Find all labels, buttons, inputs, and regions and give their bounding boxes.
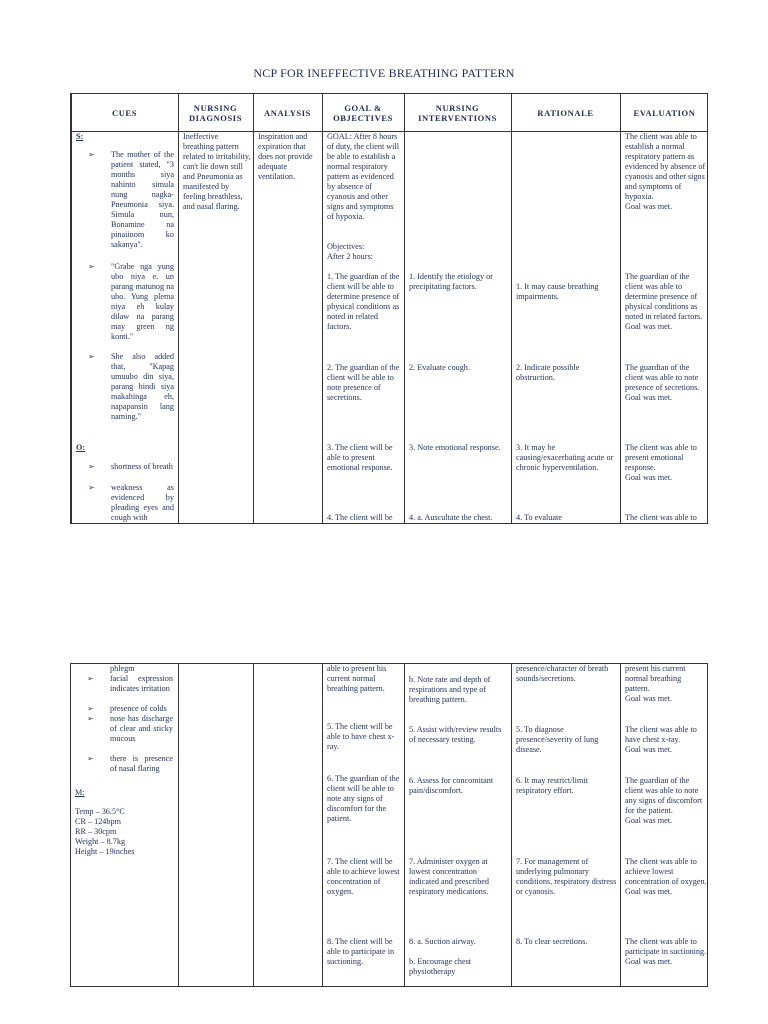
interventions-column bbox=[404, 94, 512, 523]
header-analysis: ANALYSIS bbox=[263, 107, 311, 118]
intervention-item: b. Note rate and depth of respirations and type of breathing pattern. bbox=[409, 675, 491, 704]
rationale-item: 3. It may be causing/exacerbating acute or chronic hyperventilation. bbox=[516, 443, 614, 472]
intervention-item: 5. Assist with/review results of necessary testing. bbox=[409, 725, 502, 744]
goal-met-text: Goal was met. bbox=[625, 322, 673, 331]
evaluation-column bbox=[620, 94, 710, 523]
cues-column bbox=[71, 94, 179, 523]
cue-item: facial expression indicates irritation bbox=[110, 674, 173, 693]
bullet-arrow-icon: ➢ bbox=[88, 352, 95, 361]
objective-item: 4. The client will be bbox=[327, 513, 393, 522]
evaluation-item bbox=[625, 857, 707, 897]
vital-height: Height – 19inches bbox=[75, 847, 135, 856]
cue-item: weakness as evidenced by pleading eyes and cough with bbox=[111, 483, 174, 522]
evaluation-text: The guardian of the client was able to determine presence of physical conditions as noted in related factors. bbox=[625, 272, 703, 321]
bullet-arrow-icon: ➢ bbox=[88, 262, 95, 271]
goal-met-text: Goal was met. bbox=[625, 393, 673, 402]
vital-temp: Temp – 36.5°C bbox=[75, 807, 125, 816]
evaluation-item: The client was able to bbox=[625, 513, 697, 522]
evaluation-text: The client was able to establish a normal respiratory pattern as evidenced by absence of cyanosis and other signs and symptoms of hypoxia. bbox=[625, 132, 706, 201]
goal-met-text: Goal was met. bbox=[625, 473, 673, 482]
diagnosis-column bbox=[178, 664, 254, 986]
rationale-item: 5. To diagnose presence/severity of lung disease. bbox=[516, 725, 599, 754]
objective-item: 2. The guardian of the client will be able to note presence of secretions. bbox=[327, 363, 400, 402]
bullet-arrow-icon: ➢ bbox=[88, 462, 95, 471]
header-cues: CUES bbox=[111, 107, 138, 118]
evaluation-text: The guardian of the client was able to note presence of secretions. bbox=[625, 363, 700, 392]
cue-item-continued: phlegm bbox=[110, 664, 135, 673]
intervention-item: 8. a. Suction airway. bbox=[409, 937, 476, 946]
page-title: NCP FOR INEFFECTIVE BREATHING PATTERN bbox=[253, 66, 515, 80]
rationale-column bbox=[511, 94, 621, 523]
evaluation-item bbox=[625, 937, 707, 967]
evaluation-item bbox=[625, 443, 707, 483]
cue-item: presence of colds bbox=[110, 704, 167, 713]
goal-met-text: Goal was met. bbox=[625, 816, 673, 825]
evaluation-text: The guardian of the client was able to note any signs of discomfort for the patient. bbox=[625, 776, 703, 815]
bullet-arrow-icon: ➢ bbox=[87, 754, 94, 763]
cue-item: She also added that, "Kapag umuubo din siya, parang hindi siya makahinga eh, napapansin lang naming." bbox=[111, 352, 174, 421]
goal-text: GOAL: After 8 hours of duty, the client will be able to establish a normal respiratory pattern as evidenced by absence of cyanosis and other signs and symptoms of hypoxia. bbox=[327, 132, 400, 221]
intervention-item: 4. a. Auscultate the chest. bbox=[409, 513, 493, 522]
objective-item: able to present his current normal breathing pattern. bbox=[327, 664, 387, 693]
rationale-column bbox=[511, 664, 621, 986]
goal-met-text: Goal was met. bbox=[625, 694, 673, 703]
cue-item: The mother of the patient stated, "3 months siya nahinto simula nung nagka-Pneumonia siya. Simula nun, Bonamine na pinaiinom ko sakanya". bbox=[111, 150, 174, 249]
objective-item: 5. The client will be able to have chest x-ray. bbox=[327, 722, 395, 751]
intervention-item: 7. Administer oxygen at lowest concentration indicated and prescribed respiratory medications. bbox=[409, 857, 490, 896]
evaluation-item bbox=[625, 725, 707, 755]
subjective-label: S: bbox=[76, 132, 84, 141]
objective-item: 7. The client will be able to achieve lowest concentration of oxygen. bbox=[327, 857, 400, 896]
intervention-item: 1. Identify the etiology or precipitating factors. bbox=[409, 272, 493, 291]
goal-met-text: Goal was met. bbox=[625, 887, 673, 896]
rationale-item: 8. To clear secretions. bbox=[516, 937, 588, 946]
goal-met-text: Goal was met. bbox=[625, 202, 673, 211]
vital-rr: RR – 30cpm bbox=[75, 827, 117, 836]
objectives-time: After 2 hours: bbox=[327, 252, 373, 261]
bullet-arrow-icon: ➢ bbox=[88, 483, 95, 492]
rationale-item: 2. Indicate possible obstruction. bbox=[516, 363, 580, 382]
bullet-arrow-icon: ➢ bbox=[87, 714, 94, 723]
evaluation-item bbox=[625, 132, 707, 212]
header-nursing-interventions: NURSING INTERVENTIONS bbox=[418, 102, 497, 123]
evaluation-column bbox=[620, 664, 710, 986]
analysis-column bbox=[253, 664, 323, 986]
vital-weight: Weight – 8.7kg bbox=[75, 837, 126, 846]
rationale-item: 4. To evaluate bbox=[516, 513, 562, 522]
vital-cr: CR – 124bpm bbox=[75, 817, 121, 826]
evaluation-item bbox=[625, 776, 707, 826]
intervention-item: 3. Note emotional response. bbox=[409, 443, 501, 452]
goal-met-text: Goal was met. bbox=[625, 745, 673, 754]
objectives-label: Objectives: bbox=[327, 242, 365, 251]
rationale-item: 6. It may restrict/limit respiratory effort. bbox=[516, 776, 588, 795]
header-nursing-diagnosis: NURSING DIAGNOSIS bbox=[188, 102, 243, 123]
header-evaluation: EVALUATION bbox=[633, 107, 696, 118]
bullet-arrow-icon: ➢ bbox=[87, 704, 94, 713]
cue-item: there is presence of nasal flaring bbox=[110, 754, 173, 773]
cue-item: nose has discharge of clear and sticky mucous bbox=[110, 714, 173, 743]
diagnosis-column bbox=[178, 94, 254, 523]
header-rationale: RATIONALE bbox=[537, 107, 594, 118]
goal-column bbox=[322, 94, 405, 523]
evaluation-text: The client was able to present emotional response. bbox=[625, 443, 697, 472]
measurement-label: M: bbox=[75, 788, 85, 797]
goal-column bbox=[322, 664, 405, 986]
rationale-item: 1. It may cause breathing impairments. bbox=[516, 282, 599, 301]
goal-met-text: Goal was met. bbox=[625, 957, 673, 966]
intervention-item: 6. Assess for concomitant pain/discomfort. bbox=[409, 776, 494, 795]
analysis-text: Inspiration and expiration that does not provide adequate ventilation. bbox=[258, 132, 313, 181]
rationale-item: 7. For management of underlying pulmonary conditions, respiratory distress or cyanosis. bbox=[516, 857, 617, 896]
objective-item: 1. The guardian of the client will be able to determine presence of physical conditions as noted in related factors. bbox=[327, 272, 400, 331]
evaluation-item bbox=[625, 664, 707, 704]
bullet-arrow-icon: ➢ bbox=[88, 150, 95, 159]
cue-item: "Grabe nga yung ubo niya e. un parang matunog na ubo. Yung plema niya eh kulay dilaw na parang may green ng konti." bbox=[111, 262, 174, 341]
objective-item: 3. The client will be able to present emotional response. bbox=[327, 443, 393, 472]
ncp-table-page-2 bbox=[70, 663, 708, 987]
objective-item: 8. The client will be able to participate in suctioning. bbox=[327, 937, 395, 966]
evaluation-text: The client was able to achieve lowest concentration of oxygen. bbox=[625, 857, 707, 886]
rationale-item: presence/character of breath sounds/secretions. bbox=[516, 664, 609, 683]
evaluation-text: present his current normal breathing pattern. bbox=[625, 664, 686, 693]
evaluation-text: The client was able to have chest x-ray. bbox=[625, 725, 697, 744]
bullet-arrow-icon: ➢ bbox=[87, 674, 94, 683]
cue-item: shortness of breath bbox=[111, 462, 173, 471]
interventions-column bbox=[404, 664, 512, 986]
intervention-item: 2. Evaluate cough. bbox=[409, 363, 470, 372]
evaluation-item bbox=[625, 272, 707, 332]
analysis-column bbox=[253, 94, 323, 523]
objective-item: 6. The guardian of the client will be able to note any signs of discomfort for the patient. bbox=[327, 774, 400, 823]
nursing-diagnosis-text: Ineffective breathing pattern related to irritability, can't lie down still and Pneumonia as manifested by feeling breathless, and nasal flaring. bbox=[183, 132, 251, 211]
intervention-item: b. Encourage chest physiotherapy bbox=[409, 957, 472, 976]
objective-label: O: bbox=[76, 443, 86, 452]
ncp-table-page-1 bbox=[70, 93, 708, 524]
evaluation-item bbox=[625, 363, 707, 403]
cues-column bbox=[71, 664, 178, 986]
evaluation-text: The client was able to participate in suctioning. bbox=[625, 937, 707, 956]
header-goal-objectives: GOAL & OBJECTIVES bbox=[333, 102, 393, 123]
